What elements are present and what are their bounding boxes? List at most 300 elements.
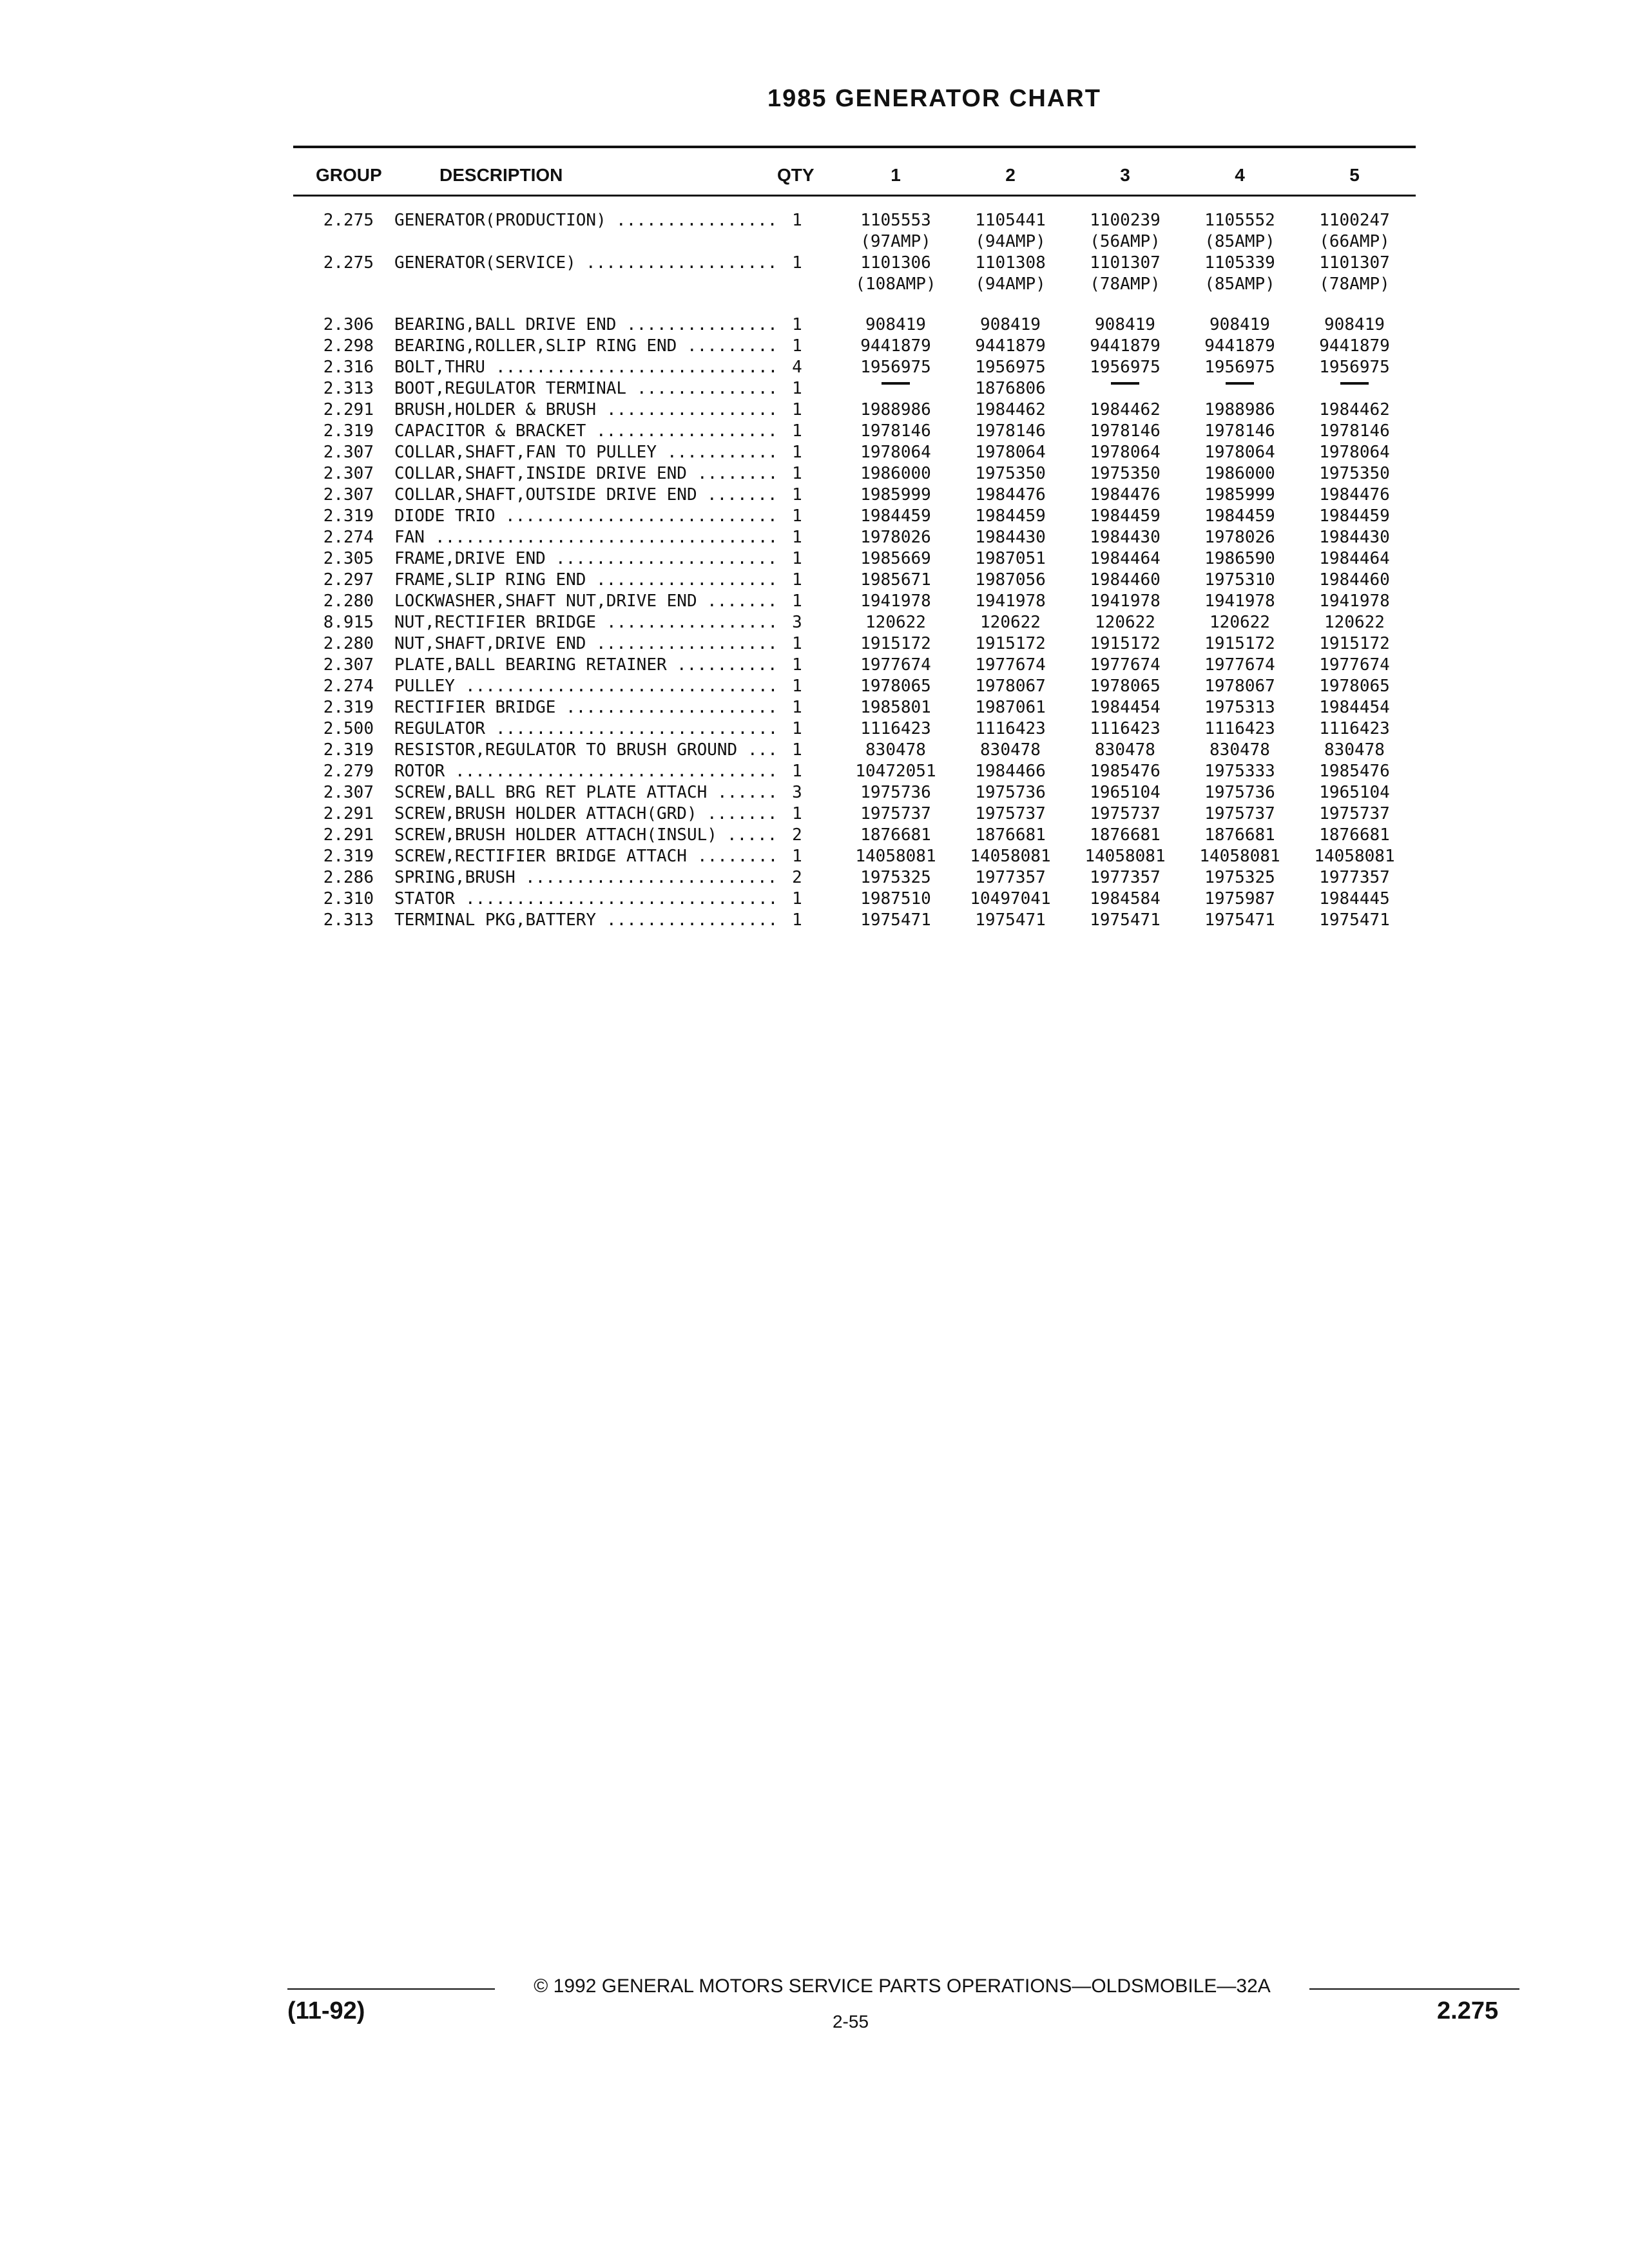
part-number-col-5: 1100247 — [1319, 211, 1390, 230]
part-number-col-1: 1975737 — [860, 804, 931, 823]
part-number-col-4: 1975325 — [1204, 868, 1275, 887]
table-row — [0, 591, 1629, 612]
group-number: 2.319 — [323, 847, 374, 866]
dot-leader: ...... — [717, 783, 778, 802]
part-description: BOOT,REGULATOR TERMINAL — [394, 379, 627, 398]
table-row — [0, 633, 1629, 655]
part-number-col-2: 1975350 — [975, 464, 1046, 483]
not-applicable-dash — [1340, 382, 1369, 385]
part-number-col-4: 1978026 — [1204, 528, 1275, 547]
part-number-col-4: 1116423 — [1204, 719, 1275, 738]
quantity: 1 — [792, 655, 802, 675]
amperage-col-5: (66AMP) — [1319, 232, 1390, 251]
part-number-col-1: 1985669 — [860, 549, 931, 568]
part-description: TERMINAL PKG,BATTERY — [394, 910, 597, 930]
not-applicable-dash — [882, 382, 910, 385]
part-number-col-4: 1977674 — [1204, 655, 1275, 675]
dot-leader: ................ — [616, 211, 778, 230]
table-row — [0, 527, 1629, 548]
dot-leader: ...................... — [555, 549, 778, 568]
part-number-col-1: 1986000 — [860, 464, 931, 483]
dot-leader: ................................ — [455, 762, 778, 781]
part-number-col-3: 1915172 — [1090, 634, 1161, 653]
footer-rule-right — [1309, 1988, 1519, 1990]
part-number-col-2: 1941978 — [975, 591, 1046, 611]
part-number-col-5: 1876681 — [1319, 825, 1390, 845]
quantity: 2 — [792, 825, 802, 845]
amperage-col-1: (97AMP) — [860, 232, 931, 251]
group-number: 2.298 — [323, 336, 374, 356]
part-number-col-4: 1984459 — [1204, 506, 1275, 526]
part-number-col-5: 14058081 — [1314, 847, 1395, 866]
part-number-col-1: 908419 — [865, 315, 926, 334]
quantity: 1 — [792, 253, 802, 273]
top-rule — [293, 146, 1416, 148]
part-description: SCREW,BALL BRG RET PLATE ATTACH — [394, 783, 708, 802]
dot-leader: ................. — [606, 910, 778, 930]
part-number-col-2: 1977674 — [975, 655, 1046, 675]
part-description: DIODE TRIO — [394, 506, 496, 526]
quantity: 1 — [792, 464, 802, 483]
part-description: COLLAR,SHAFT,OUTSIDE DRIVE END — [394, 485, 697, 505]
part-number-col-5: 1915172 — [1319, 634, 1390, 653]
table-row — [0, 548, 1629, 570]
part-number-col-3: 1985476 — [1090, 762, 1161, 781]
dot-leader: .................. — [596, 570, 778, 590]
part-number-col-1: 1988986 — [860, 400, 931, 419]
header-col-3: 3 — [1120, 165, 1130, 185]
part-description: FRAME,DRIVE END — [394, 549, 546, 568]
group-number: 2.280 — [323, 591, 374, 611]
table-row — [0, 655, 1629, 676]
part-number-col-3: 1975737 — [1090, 804, 1161, 823]
part-number-col-2: 1984466 — [975, 762, 1046, 781]
part-number-col-2: 1978064 — [975, 443, 1046, 462]
part-number-col-1: 1876681 — [860, 825, 931, 845]
part-description: RESISTOR,REGULATOR TO BRUSH GROUND — [394, 740, 738, 760]
part-number-col-5: 1984462 — [1319, 400, 1390, 419]
part-number-col-4: 1975987 — [1204, 889, 1275, 908]
part-number-col-2: 1984462 — [975, 400, 1046, 419]
part-number-col-1: 14058081 — [855, 847, 936, 866]
part-number-col-4: 1956975 — [1204, 358, 1275, 377]
part-number-col-5: 1985476 — [1319, 762, 1390, 781]
part-number-col-2: 830478 — [980, 740, 1041, 760]
quantity: 2 — [792, 868, 802, 887]
part-number-col-3: 908419 — [1095, 315, 1155, 334]
part-description: STATOR — [394, 889, 455, 908]
part-description: REGULATOR — [394, 719, 485, 738]
part-description: SCREW,BRUSH HOLDER ATTACH(GRD) — [394, 804, 697, 823]
part-number-col-3: 1941978 — [1090, 591, 1161, 611]
quantity: 1 — [792, 677, 802, 696]
part-number-col-5 — [1296, 378, 1412, 399]
quantity: 3 — [792, 783, 802, 802]
part-number-col-2: 1956975 — [975, 358, 1046, 377]
quantity: 1 — [792, 506, 802, 526]
part-number-col-2: 1915172 — [975, 634, 1046, 653]
part-number-col-5: 1984454 — [1319, 698, 1390, 717]
header-group: GROUP — [316, 165, 382, 185]
group-number: 2.275 — [323, 253, 374, 273]
part-description: CAPACITOR & BRACKET — [394, 421, 586, 441]
part-number-col-3: 1984454 — [1090, 698, 1161, 717]
part-number-col-4: 14058081 — [1199, 847, 1280, 866]
part-number-col-4: 1975737 — [1204, 804, 1275, 823]
not-applicable-dash — [1226, 382, 1254, 385]
dot-leader: ................. — [606, 400, 778, 419]
part-number-col-3: 1978146 — [1090, 421, 1161, 441]
table-row — [0, 336, 1629, 357]
part-number-col-1: 120622 — [865, 613, 926, 632]
quantity: 1 — [792, 591, 802, 611]
group-number: 2.310 — [323, 889, 374, 908]
header-col-2: 2 — [1005, 165, 1016, 185]
group-number: 2.291 — [323, 825, 374, 845]
part-description: RECTIFIER BRIDGE — [394, 698, 556, 717]
part-description: SCREW,BRUSH HOLDER ATTACH(INSUL) — [394, 825, 717, 845]
quantity: 4 — [792, 358, 802, 377]
table-row — [0, 761, 1629, 782]
part-number-col-2: 1876806 — [975, 379, 1046, 398]
table-row — [0, 697, 1629, 718]
footer-rule-left — [287, 1988, 495, 1990]
table-row — [0, 399, 1629, 421]
part-number-col-3: 1100239 — [1090, 211, 1161, 230]
group-number: 2.279 — [323, 762, 374, 781]
part-description: PLATE,BALL BEARING RETAINER — [394, 655, 667, 675]
part-number-col-5: 1978146 — [1319, 421, 1390, 441]
part-number-col-5: 1956975 — [1319, 358, 1390, 377]
quantity: 1 — [792, 762, 802, 781]
group-number: 2.313 — [323, 379, 374, 398]
part-description: COLLAR,SHAFT,FAN TO PULLEY — [394, 443, 657, 462]
part-number-col-3: 1876681 — [1090, 825, 1161, 845]
quantity: 1 — [792, 336, 802, 356]
part-number-col-2: 9441879 — [975, 336, 1046, 356]
part-number-col-1: 1987510 — [860, 889, 931, 908]
group-number: 2.307 — [323, 464, 374, 483]
table-row — [0, 210, 1629, 231]
table-row — [0, 378, 1629, 399]
part-number-col-2: 1987056 — [975, 570, 1046, 590]
part-number-col-2: 1987061 — [975, 698, 1046, 717]
quantity: 1 — [792, 315, 802, 334]
part-number-col-1: 1978146 — [860, 421, 931, 441]
part-number-col-5: 1978064 — [1319, 443, 1390, 462]
part-number-col-2: 1977357 — [975, 868, 1046, 887]
not-applicable-dash — [1111, 382, 1139, 385]
part-number-col-4: 1975313 — [1204, 698, 1275, 717]
table-row — [0, 740, 1629, 761]
dot-leader: ................. — [606, 613, 778, 632]
part-number-col-4: 1975333 — [1204, 762, 1275, 781]
part-number-col-4: 1978146 — [1204, 421, 1275, 441]
part-number-col-3: 1975350 — [1090, 464, 1161, 483]
dot-leader: ............................... — [465, 889, 778, 908]
part-number-col-1: 1941978 — [860, 591, 931, 611]
part-description: GENERATOR(SERVICE) — [394, 253, 576, 273]
group-number: 2.274 — [323, 528, 374, 547]
part-description: FAN — [394, 528, 425, 547]
header-col-1: 1 — [891, 165, 901, 185]
part-number-col-5: 1965104 — [1319, 783, 1390, 802]
table-row — [0, 421, 1629, 442]
quantity: 1 — [792, 485, 802, 505]
amperage-col-3: (78AMP) — [1090, 274, 1161, 294]
part-number-col-1: 1105553 — [860, 211, 931, 230]
part-number-col-5: 1975471 — [1319, 910, 1390, 930]
page-title: 1985 GENERATOR CHART — [767, 85, 1101, 112]
part-number-col-4: 120622 — [1210, 613, 1270, 632]
part-number-col-2: 1116423 — [975, 719, 1046, 738]
part-number-col-2: 120622 — [980, 613, 1041, 632]
dot-leader: .................................. — [435, 528, 778, 547]
dot-leader: ........................... — [505, 506, 778, 526]
part-number-col-4: 9441879 — [1204, 336, 1275, 356]
dot-leader: ............................... — [465, 677, 778, 696]
dot-leader: .................. — [596, 421, 778, 441]
part-number-col-2: 1105441 — [975, 211, 1046, 230]
part-number-col-5: 1101307 — [1319, 253, 1390, 273]
group-number: 2.275 — [323, 211, 374, 230]
part-number-col-1: 1956975 — [860, 358, 931, 377]
part-description: PULLEY — [394, 677, 455, 696]
part-number-col-1: 1984459 — [860, 506, 931, 526]
part-number-col-5: 9441879 — [1319, 336, 1390, 356]
part-number-col-3: 1977674 — [1090, 655, 1161, 675]
table-row — [0, 867, 1629, 889]
part-description: ROTOR — [394, 762, 445, 781]
part-number-col-4: 908419 — [1210, 315, 1270, 334]
amperage-col-4: (85AMP) — [1204, 274, 1275, 294]
part-number-col-3: 1984430 — [1090, 528, 1161, 547]
group-number: 2.319 — [323, 698, 374, 717]
part-number-col-1: 1975325 — [860, 868, 931, 887]
dot-leader: ......... — [687, 336, 778, 356]
part-number-col-2: 1984430 — [975, 528, 1046, 547]
header-qty: QTY — [777, 165, 815, 185]
table-row — [0, 803, 1629, 825]
amperage-col-3: (56AMP) — [1090, 232, 1161, 251]
table-row — [0, 846, 1629, 867]
part-number-col-4: 1988986 — [1204, 400, 1275, 419]
part-number-col-5: 1975737 — [1319, 804, 1390, 823]
dot-leader: ........ — [697, 464, 778, 483]
header-col-5: 5 — [1349, 165, 1360, 185]
quantity: 3 — [792, 613, 802, 632]
part-number-col-2: 1987051 — [975, 549, 1046, 568]
table-row — [0, 570, 1629, 591]
dot-leader: .............. — [637, 379, 778, 398]
quantity: 1 — [792, 211, 802, 230]
part-number-col-4: 1915172 — [1204, 634, 1275, 653]
part-number-col-1: 1978065 — [860, 677, 931, 696]
part-number-col-4: 830478 — [1210, 740, 1270, 760]
group-number: 2.305 — [323, 549, 374, 568]
part-number-col-2: 10497041 — [970, 889, 1051, 908]
group-number: 2.291 — [323, 400, 374, 419]
part-number-col-3: 1977357 — [1090, 868, 1161, 887]
part-number-col-1: 1978064 — [860, 443, 931, 462]
dot-leader: ..................... — [566, 698, 778, 717]
dot-leader: ......................... — [525, 868, 778, 887]
part-number-col-3: 1984459 — [1090, 506, 1161, 526]
dot-leader: ..... — [727, 825, 778, 845]
part-number-col-1: 1915172 — [860, 634, 931, 653]
part-description: COLLAR,SHAFT,INSIDE DRIVE END — [394, 464, 687, 483]
table-row-amperage — [0, 231, 1629, 253]
part-description: NUT,SHAFT,DRIVE END — [394, 634, 586, 653]
part-number-col-4 — [1182, 378, 1298, 399]
part-number-col-5: 1984464 — [1319, 549, 1390, 568]
table-row — [0, 314, 1629, 336]
amperage-col-2: (94AMP) — [975, 274, 1046, 294]
part-number-col-3: 1984584 — [1090, 889, 1161, 908]
quantity: 1 — [792, 570, 802, 590]
part-number-col-4: 1978067 — [1204, 677, 1275, 696]
part-number-col-5: 1984430 — [1319, 528, 1390, 547]
quantity: 1 — [792, 379, 802, 398]
part-number-col-4: 1105339 — [1204, 253, 1275, 273]
part-number-col-5: 1978065 — [1319, 677, 1390, 696]
group-number: 2.297 — [323, 570, 374, 590]
part-number-col-1: 830478 — [865, 740, 926, 760]
part-number-col-5: 908419 — [1324, 315, 1385, 334]
part-number-col-1: 1977674 — [860, 655, 931, 675]
group-number: 2.316 — [323, 358, 374, 377]
part-number-col-3: 1984462 — [1090, 400, 1161, 419]
dot-leader: ....... — [707, 485, 778, 505]
quantity: 1 — [792, 847, 802, 866]
part-number-col-2: 1978146 — [975, 421, 1046, 441]
quantity: 1 — [792, 549, 802, 568]
part-number-col-3: 1984464 — [1090, 549, 1161, 568]
quantity: 1 — [792, 889, 802, 908]
group-number: 2.274 — [323, 677, 374, 696]
part-number-col-2: 1975471 — [975, 910, 1046, 930]
part-number-col-4: 1975736 — [1204, 783, 1275, 802]
group-number: 2.319 — [323, 740, 374, 760]
part-number-col-3: 1956975 — [1090, 358, 1161, 377]
footer-revision-date: (11-92) — [287, 1997, 365, 2024]
dot-leader: ....... — [707, 804, 778, 823]
part-number-col-1: 9441879 — [860, 336, 931, 356]
group-number: 2.307 — [323, 443, 374, 462]
part-number-col-3 — [1067, 378, 1183, 399]
header-description: DESCRIPTION — [439, 165, 563, 185]
part-number-col-1: 1985671 — [860, 570, 931, 590]
part-number-col-1 — [838, 378, 954, 399]
table-row — [0, 825, 1629, 846]
part-number-col-3: 1978064 — [1090, 443, 1161, 462]
part-number-col-5: 1984445 — [1319, 889, 1390, 908]
part-number-col-5: 1977674 — [1319, 655, 1390, 675]
part-number-col-3: 1116423 — [1090, 719, 1161, 738]
part-description: NUT,RECTIFIER BRIDGE — [394, 613, 597, 632]
part-number-col-2: 1876681 — [975, 825, 1046, 845]
group-number: 2.319 — [323, 506, 374, 526]
part-number-col-5: 1941978 — [1319, 591, 1390, 611]
part-number-col-1: 1101306 — [860, 253, 931, 273]
part-number-col-2: 1975737 — [975, 804, 1046, 823]
part-number-col-4: 1975310 — [1204, 570, 1275, 590]
group-number: 2.306 — [323, 315, 374, 334]
group-number: 8.915 — [323, 613, 374, 632]
group-number: 2.319 — [323, 421, 374, 441]
part-number-col-5: 1116423 — [1319, 719, 1390, 738]
part-number-col-2: 1984459 — [975, 506, 1046, 526]
table-row — [0, 889, 1629, 910]
dot-leader: ................... — [586, 253, 778, 273]
header-col-4: 4 — [1235, 165, 1245, 185]
part-number-col-1: 1975471 — [860, 910, 931, 930]
dot-leader: ............................ — [496, 719, 778, 738]
group-number: 2.313 — [323, 910, 374, 930]
part-number-col-1: 1985801 — [860, 698, 931, 717]
group-number: 2.307 — [323, 783, 374, 802]
part-number-col-5: 1984460 — [1319, 570, 1390, 590]
table-row — [0, 485, 1629, 506]
part-number-col-2: 1101308 — [975, 253, 1046, 273]
table-row — [0, 253, 1629, 274]
part-number-col-3: 120622 — [1095, 613, 1155, 632]
part-number-col-3: 1101307 — [1090, 253, 1161, 273]
quantity: 1 — [792, 528, 802, 547]
group-number: 2.291 — [323, 804, 374, 823]
table-row — [0, 463, 1629, 485]
part-number-col-5: 830478 — [1324, 740, 1385, 760]
part-description: BRUSH,HOLDER & BRUSH — [394, 400, 597, 419]
dot-leader: ... — [747, 740, 778, 760]
quantity: 1 — [792, 698, 802, 717]
group-number: 2.500 — [323, 719, 374, 738]
part-number-col-3: 1984460 — [1090, 570, 1161, 590]
table-row — [0, 718, 1629, 740]
part-number-col-5: 1977357 — [1319, 868, 1390, 887]
part-description: SCREW,RECTIFIER BRIDGE ATTACH — [394, 847, 687, 866]
part-number-col-4: 1985999 — [1204, 485, 1275, 505]
part-number-col-4: 1986590 — [1204, 549, 1275, 568]
group-number: 2.280 — [323, 634, 374, 653]
table-row — [0, 676, 1629, 697]
part-number-col-4: 1978064 — [1204, 443, 1275, 462]
part-number-col-4: 1986000 — [1204, 464, 1275, 483]
part-number-col-5: 1984459 — [1319, 506, 1390, 526]
table-row — [0, 442, 1629, 463]
quantity: 1 — [792, 719, 802, 738]
group-number: 2.307 — [323, 655, 374, 675]
part-description: BOLT,THRU — [394, 358, 485, 377]
amperage-col-2: (94AMP) — [975, 232, 1046, 251]
group-number: 2.307 — [323, 485, 374, 505]
part-number-col-4: 1105552 — [1204, 211, 1275, 230]
dot-leader: ........ — [697, 847, 778, 866]
footer-copyright: © 1992 GENERAL MOTORS SERVICE PARTS OPERATIONS—OLDSMOBILE—32A — [534, 1975, 1271, 1997]
part-number-col-1: 1116423 — [860, 719, 931, 738]
table-row — [0, 612, 1629, 633]
part-number-col-1: 1978026 — [860, 528, 931, 547]
group-number: 2.286 — [323, 868, 374, 887]
part-description: SPRING,BRUSH — [394, 868, 516, 887]
quantity: 1 — [792, 910, 802, 930]
part-number-col-2: 1984476 — [975, 485, 1046, 505]
part-description: BEARING,ROLLER,SLIP RING END — [394, 336, 677, 356]
part-number-col-1: 1975736 — [860, 783, 931, 802]
dot-leader: ........... — [667, 443, 778, 462]
footer-section-number: 2.275 — [1437, 1997, 1499, 2024]
quantity: 1 — [792, 634, 802, 653]
